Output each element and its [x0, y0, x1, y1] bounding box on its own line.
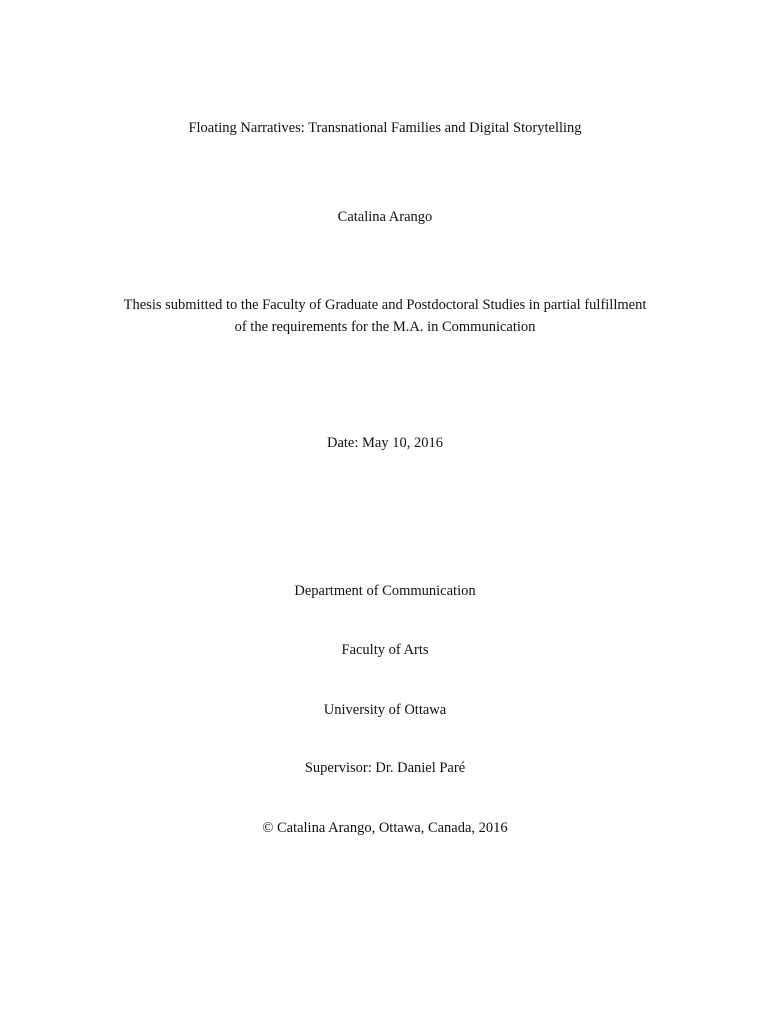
copyright-notice: © Catalina Arango, Ottawa, Canada, 2016 [262, 820, 508, 836]
university: University of Ottawa [323, 702, 447, 718]
author-name: Catalina Arango [337, 209, 433, 225]
supervisor: Supervisor: Dr. Daniel Paré [304, 760, 466, 776]
submission-date: Date: May 10, 2016 [327, 435, 443, 451]
department: Department of Communication [294, 583, 476, 599]
faculty: Faculty of Arts [341, 642, 429, 658]
thesis-title: Floating Narratives: Transnational Families and Digital Storytelling [188, 120, 582, 136]
submission-statement [85, 294, 685, 338]
submission-statement-line-1: Thesis submitted to the Faculty of Graduate and Postdoctoral Studies in partial fulfillment [123, 297, 647, 313]
submission-statement-line-2: of the requirements for the M.A. in Communication [234, 319, 536, 335]
